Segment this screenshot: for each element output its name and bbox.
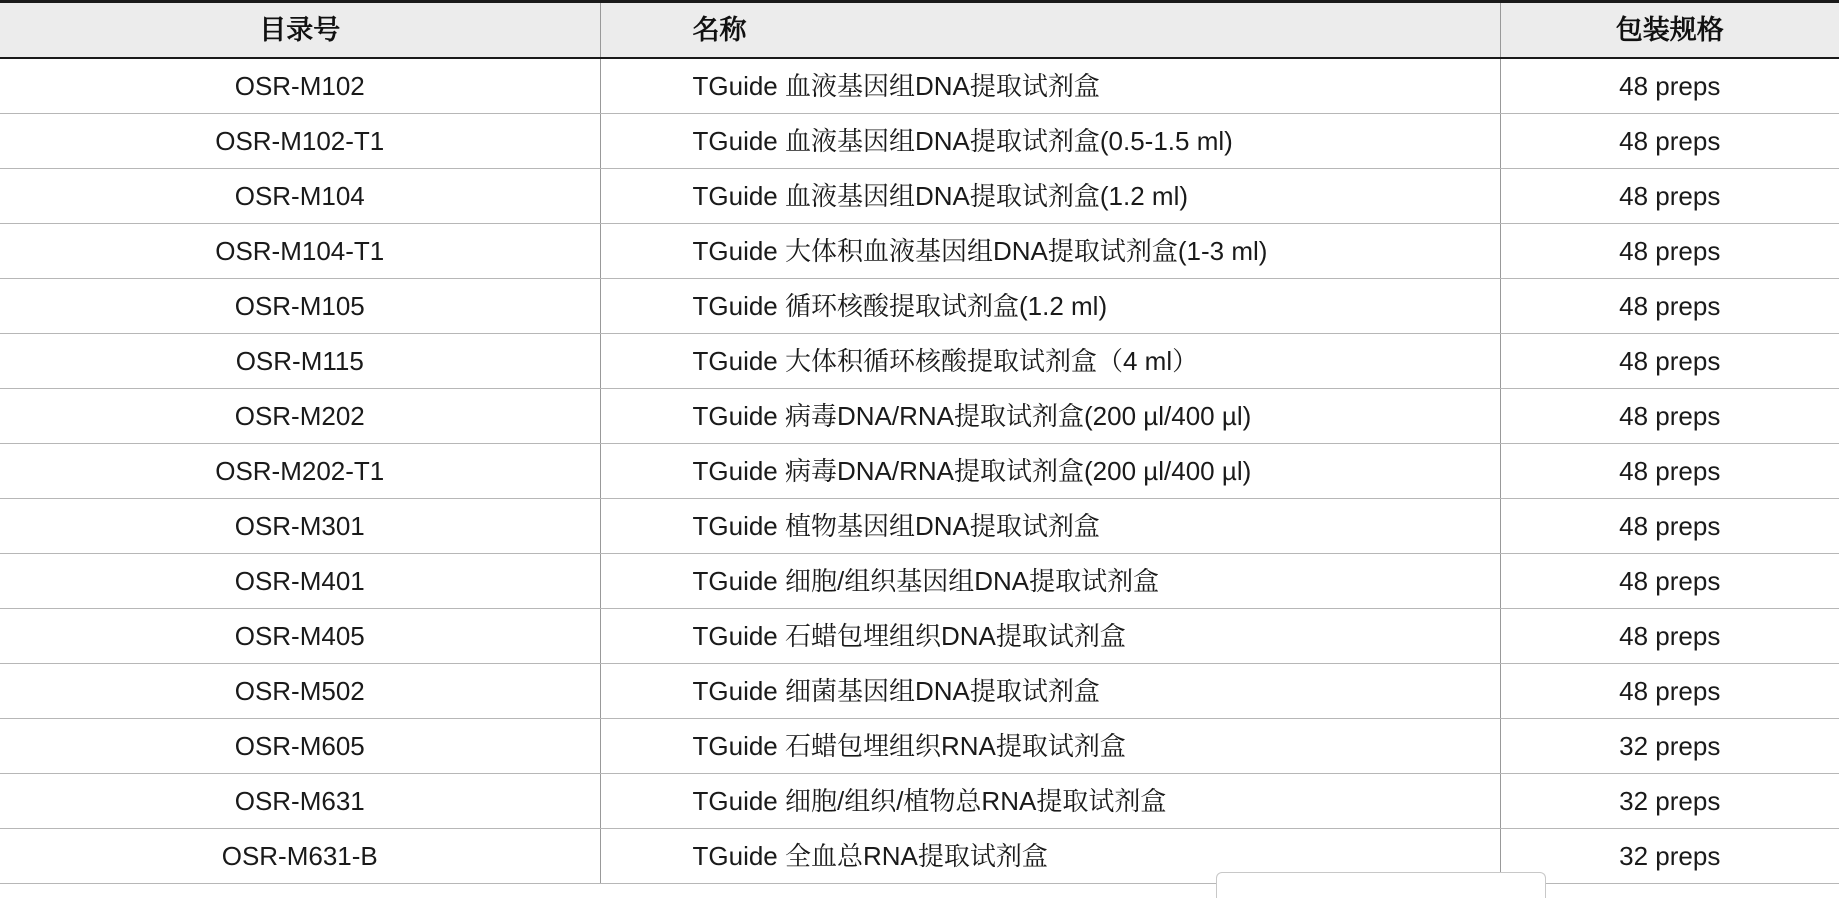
cell-catalog-number: OSR-M102 [0, 58, 600, 114]
cell-catalog-number: OSR-M104 [0, 169, 600, 224]
cell-product-name: TGuide 细胞/组织/植物总RNA提取试剂盒 [600, 774, 1500, 829]
cell-catalog-number: OSR-M102-T1 [0, 114, 600, 169]
table-header [0, 2, 1839, 59]
cell-package-size: 48 preps [1500, 279, 1839, 334]
cell-catalog-number: OSR-M631 [0, 774, 600, 829]
table-row [0, 499, 1839, 554]
cell-catalog-number: OSR-M115 [0, 334, 600, 389]
cell-product-name: TGuide 病毒DNA/RNA提取试剂盒(200 µl/400 µl) [600, 444, 1500, 499]
bottom-partial-panel [1216, 872, 1546, 898]
cell-product-name: TGuide 细菌基因组DNA提取试剂盒 [600, 664, 1500, 719]
cell-catalog-number: OSR-M605 [0, 719, 600, 774]
table-row [0, 444, 1839, 499]
cell-product-name: TGuide 大体积循环核酸提取试剂盒（4 ml） [600, 334, 1500, 389]
cell-catalog-number: OSR-M631-B [0, 829, 600, 884]
table-row [0, 334, 1839, 389]
column-header-pack: 包装规格 [1500, 2, 1839, 59]
cell-package-size: 48 preps [1500, 444, 1839, 499]
cell-package-size: 48 preps [1500, 389, 1839, 444]
cell-product-name: TGuide 全血总RNA提取试剂盒 [600, 829, 1500, 884]
cell-package-size: 48 preps [1500, 334, 1839, 389]
table-header-row [0, 2, 1839, 59]
table-row [0, 609, 1839, 664]
cell-package-size: 32 preps [1500, 829, 1839, 884]
cell-product-name: TGuide 植物基因组DNA提取试剂盒 [600, 499, 1500, 554]
cell-catalog-number: OSR-M104-T1 [0, 224, 600, 279]
cell-product-name: TGuide 石蜡包埋组织RNA提取试剂盒 [600, 719, 1500, 774]
cell-package-size: 32 preps [1500, 774, 1839, 829]
cell-product-name: TGuide 病毒DNA/RNA提取试剂盒(200 µl/400 µl) [600, 389, 1500, 444]
column-header-catalog: 目录号 [0, 2, 600, 59]
table-row [0, 279, 1839, 334]
cell-catalog-number: OSR-M405 [0, 609, 600, 664]
table-row [0, 224, 1839, 279]
column-header-name: 名称 [600, 2, 1500, 59]
table-row [0, 554, 1839, 609]
table-row [0, 389, 1839, 444]
cell-catalog-number: OSR-M202 [0, 389, 600, 444]
cell-product-name: TGuide 血液基因组DNA提取试剂盒(1.2 ml) [600, 169, 1500, 224]
cell-catalog-number: OSR-M301 [0, 499, 600, 554]
cell-catalog-number: OSR-M105 [0, 279, 600, 334]
cell-catalog-number: OSR-M401 [0, 554, 600, 609]
table-row [0, 664, 1839, 719]
cell-catalog-number: OSR-M502 [0, 664, 600, 719]
cell-package-size: 48 preps [1500, 58, 1839, 114]
cell-product-name: TGuide 血液基因组DNA提取试剂盒 [600, 58, 1500, 114]
table-row [0, 774, 1839, 829]
cell-catalog-number: OSR-M202-T1 [0, 444, 600, 499]
cell-package-size: 48 preps [1500, 664, 1839, 719]
table-body [0, 58, 1839, 884]
table-row [0, 114, 1839, 169]
cell-product-name: TGuide 循环核酸提取试剂盒(1.2 ml) [600, 279, 1500, 334]
table-row [0, 58, 1839, 114]
cell-package-size: 48 preps [1500, 554, 1839, 609]
cell-product-name: TGuide 细胞/组织基因组DNA提取试剂盒 [600, 554, 1500, 609]
table-row [0, 719, 1839, 774]
cell-package-size: 48 preps [1500, 114, 1839, 169]
cell-package-size: 48 preps [1500, 609, 1839, 664]
table-row [0, 829, 1839, 884]
cell-package-size: 32 preps [1500, 719, 1839, 774]
cell-product-name: TGuide 大体积血液基因组DNA提取试剂盒(1-3 ml) [600, 224, 1500, 279]
cell-package-size: 48 preps [1500, 224, 1839, 279]
table-row [0, 169, 1839, 224]
cell-package-size: 48 preps [1500, 169, 1839, 224]
cell-product-name: TGuide 血液基因组DNA提取试剂盒(0.5-1.5 ml) [600, 114, 1500, 169]
cell-package-size: 48 preps [1500, 499, 1839, 554]
cell-product-name: TGuide 石蜡包埋组织DNA提取试剂盒 [600, 609, 1500, 664]
